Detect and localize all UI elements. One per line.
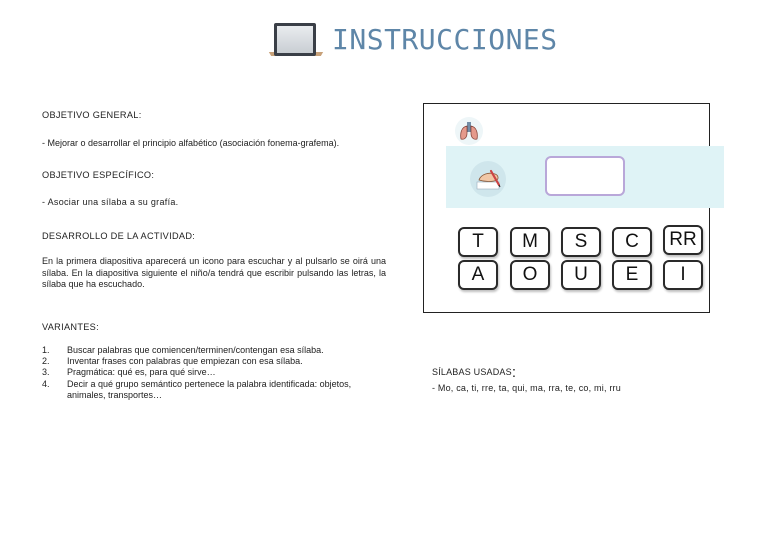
key-m[interactable]: M xyxy=(510,227,550,257)
list-item: 1. Buscar palabras que comiencen/terminen/contengan esa sílaba. xyxy=(42,345,324,355)
list-item: 3. Pragmática: qué es, para qué sirve… xyxy=(42,367,216,378)
objetivo-especifico-text: - Asociar una sílaba a su grafía. xyxy=(42,197,179,207)
key-u[interactable]: U xyxy=(561,260,601,290)
silabas-heading: SÍLABAS USADAS: xyxy=(432,364,517,381)
key-o[interactable]: O xyxy=(510,260,550,290)
objetivo-general-text: - Mejorar o desarrollar el principio alfabético (asociación fonema-grafema). xyxy=(42,138,340,148)
silabas-text: - Mo, ca, ti, rre, ta, qui, ma, rra, te, co, mi, rru xyxy=(432,383,621,393)
activity-preview xyxy=(423,103,710,313)
monitor-icon xyxy=(270,20,322,60)
desarrollo-text: En la primera diapositiva aparecerá un icono para escuchar y al pulsarlo se oirá una sílaba. En la diapositiva siguiente el niño/a tendrá que escribir pulsando las letras, la sílaba que ha escuchado. xyxy=(42,256,386,289)
page-header xyxy=(270,18,558,62)
variantes-heading: VARIANTES: xyxy=(42,322,99,332)
lungs-icon[interactable] xyxy=(454,116,484,146)
key-s[interactable]: S xyxy=(561,227,601,257)
list-item: 2. Inventar frases con palabras que empiezan con esa sílaba. xyxy=(42,356,303,367)
list-item: 4. Decir a qué grupo semántico pertenece la palabra identificada: objetos, animales, transportes… xyxy=(42,378,352,400)
key-t[interactable]: T xyxy=(458,227,498,257)
key-i[interactable]: I xyxy=(663,260,703,290)
variantes-list xyxy=(42,345,382,401)
key-e[interactable]: E xyxy=(612,260,652,290)
key-a[interactable]: A xyxy=(458,260,498,290)
answer-box[interactable] xyxy=(545,156,625,196)
objetivo-general-heading: OBJETIVO GENERAL: xyxy=(42,110,142,120)
key-c[interactable]: C xyxy=(612,227,652,257)
key-rr[interactable]: RR xyxy=(663,225,703,255)
page-title: INSTRUCCIONES xyxy=(332,23,558,56)
objetivo-especifico-heading: OBJETIVO ESPECÍFICO: xyxy=(42,170,155,180)
desarrollo-heading: DESARROLLO DE LA ACTIVIDAD: xyxy=(42,231,196,241)
hand-writing-icon[interactable] xyxy=(469,160,507,198)
